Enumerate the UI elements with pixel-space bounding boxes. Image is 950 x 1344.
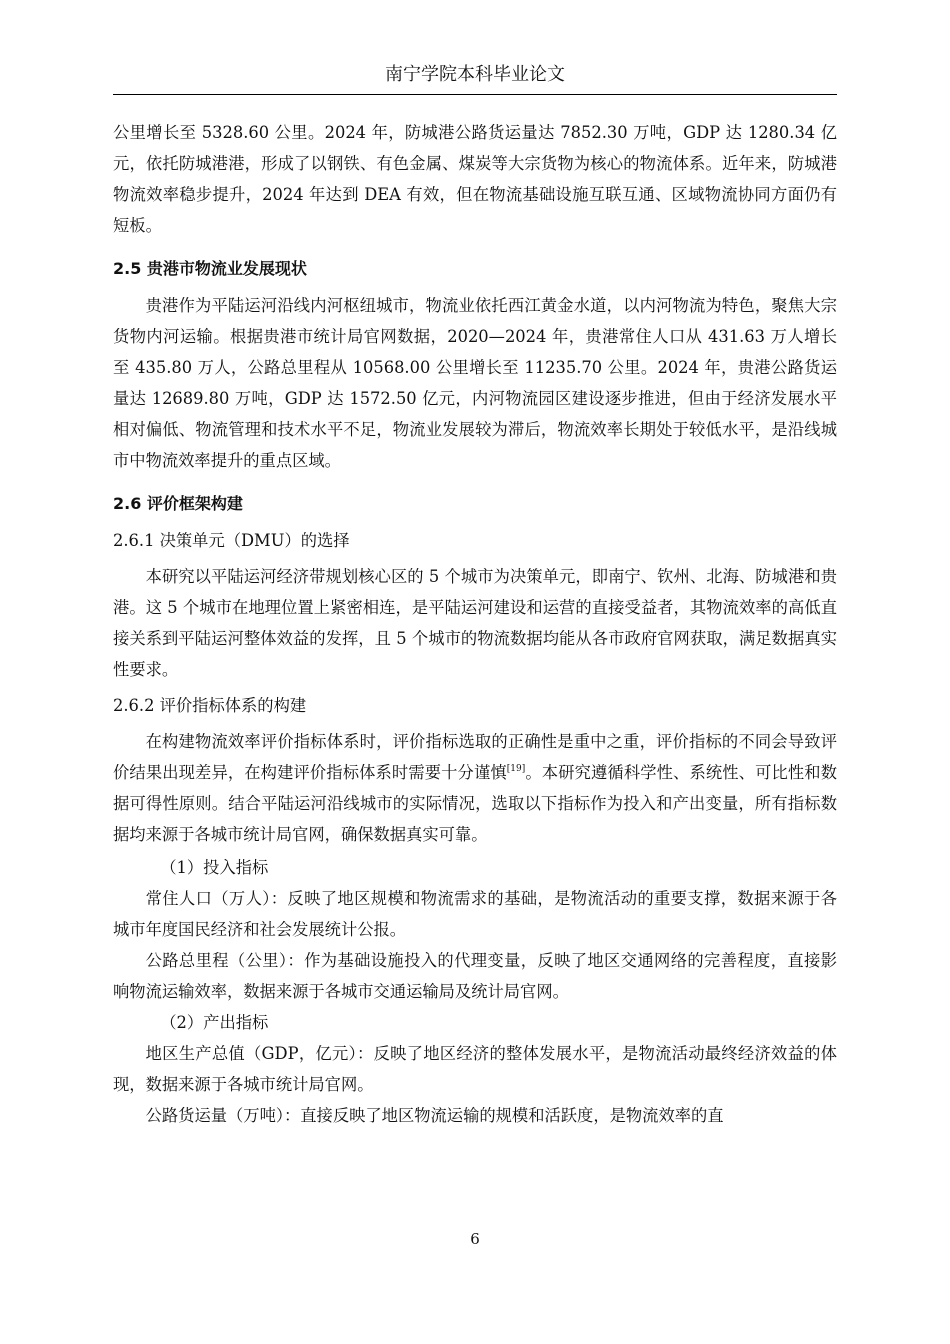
paragraph-gdp: 地区生产总值（GDP，亿元）：反映了地区经济的整体发展水平，是物流活动最终经济效益的体现，数据来源于各城市统计局官网。 bbox=[113, 1044, 837, 1094]
page-number: 6 bbox=[470, 1230, 480, 1248]
paragraph-2-5: 贵港作为平陆运河沿线内河枢纽城市，物流业依托西江黄金水道，以内河物流为特色，聚焦大宗货物内河运输。根据贵港市统计局官网数据，2020—2024 年，贵港常住人口从 431.63 万人增长至 435.80 万人，公路总里程从 10568.00 公里增长至 11235.70 公里。2024 年，贵港公路货运量达 12689.80 万吨，GDP 达 1572.50 亿元，内河物流园区建设逐步推进，但由于经济发展水平相对偏低、物流管理和技术水平不足，物流业发展较为滞后，物流效率长期处于较低水平，是沿线城市中物流效率提升的重点区域。 bbox=[113, 296, 837, 470]
page-header: 南宁学院本科毕业论文 bbox=[385, 64, 565, 85]
page-body bbox=[113, 117, 837, 1131]
citation-19: [19] bbox=[506, 764, 526, 774]
paragraph-intro: 公里增长至 5328.60 公里。2024 年，防城港公路货运量达 7852.30 万吨，GDP 达 1280.34 亿元，依托防城港港，形成了以钢铁、有色金属、煤炭等大宗货物为核心的物流体系。近年来，防城港物流效率稳步提升，2024 年达到 DEA 有效，但在物流基础设施互联互通、区域物流协同方面仍有短板。 bbox=[113, 123, 837, 235]
header-divider bbox=[113, 94, 837, 95]
output-indicators-label: （2）产出指标 bbox=[160, 1013, 269, 1032]
subsection-heading-2-6-1: 2.6.1 决策单元（DMU）的选择 bbox=[113, 531, 350, 550]
paragraph-2-6-2 bbox=[113, 726, 837, 850]
section-heading-2-5: 2.5 贵港市物流业发展现状 bbox=[113, 259, 307, 278]
paragraph-2-6-2-part-b: 。本研究遵循科学性、系统性、可比性和数据可得性原则。结合平陆运河沿线城市的实际情况，选取以下指标作为投入和产出变量，所有指标数据均来源于各城市统计局官网，确保数据真实可靠。 bbox=[113, 763, 837, 844]
subsection-heading-2-6-2: 2.6.2 评价指标体系的构建 bbox=[113, 696, 307, 715]
paragraph-population: 常住人口（万人）：反映了地区规模和物流需求的基础，是物流活动的重要支撑，数据来源于各城市年度国民经济和社会发展统计公报。 bbox=[113, 889, 837, 939]
input-indicators-label: （1）投入指标 bbox=[160, 858, 269, 877]
paragraph-freight: 公路货运量（万吨）：直接反映了地区物流运输的规模和活跃度，是物流效率的直 bbox=[145, 1106, 724, 1125]
section-heading-2-6: 2.6 评价框架构建 bbox=[113, 494, 243, 513]
paragraph-2-6-2-part-a: 在构建物流效率评价指标体系时，评价指标选取的正确性是重中之重，评价指标的不同会导致评价结果出现差异，在构建评价指标体系时需要十分谨慎 bbox=[113, 732, 837, 782]
paragraph-2-6-1: 本研究以平陆运河经济带规划核心区的 5 个城市为决策单元，即南宁、钦州、北海、防城港和贵港。这 5 个城市在地理位置上紧密相连，是平陆运河建设和运营的直接受益者，其物流效率的高低直接关系到平陆运河整体效益的发挥，且 5 个城市的物流数据均能从各市政府官网获取，满足数据真实性要求。 bbox=[113, 567, 837, 679]
paragraph-road-mileage: 公路总里程（公里）：作为基础设施投入的代理变量，反映了地区交通网络的完善程度，直接影响物流运输效率，数据来源于各城市交通运输局及统计局官网。 bbox=[113, 951, 837, 1001]
